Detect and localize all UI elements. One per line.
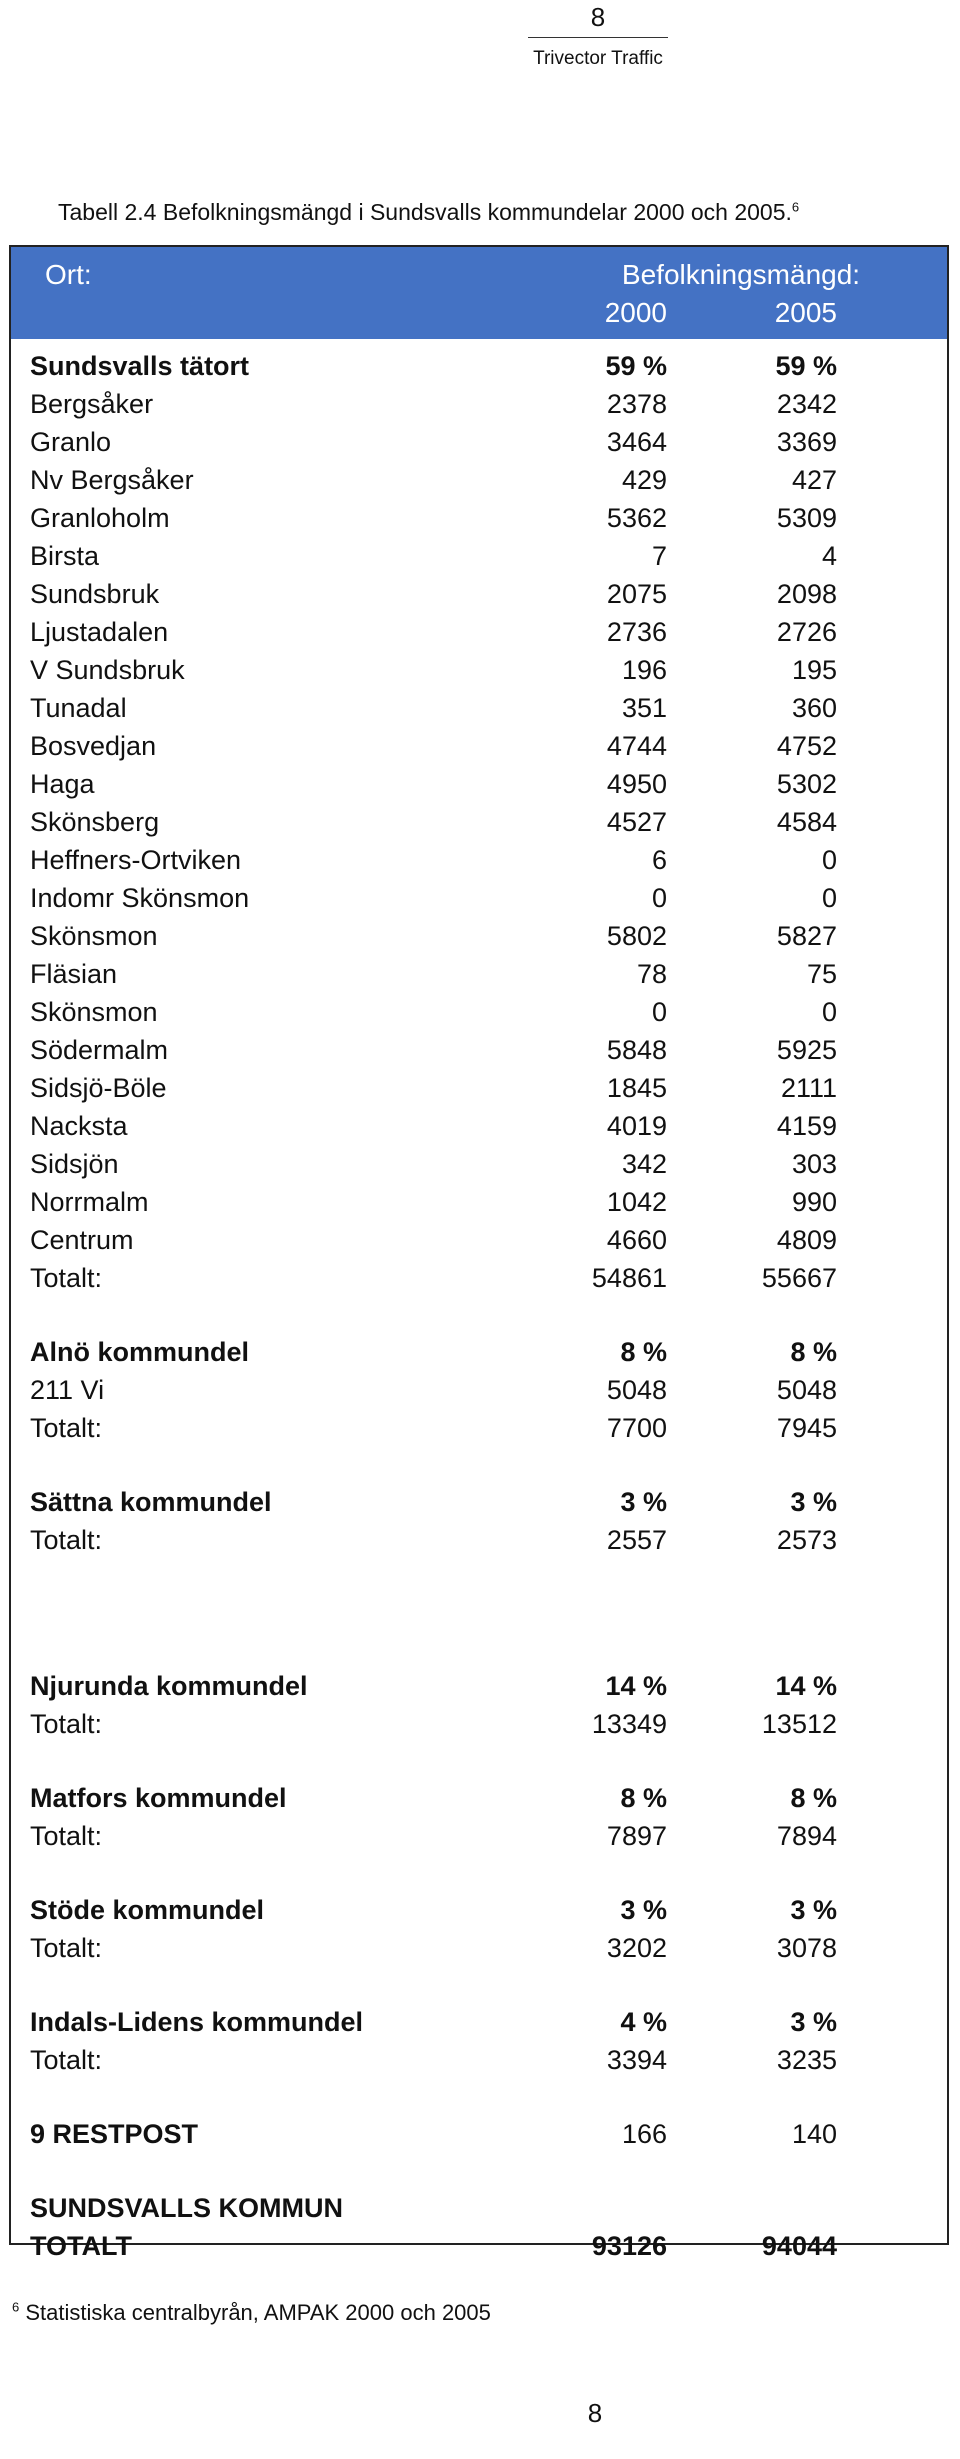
table-row — [11, 461, 947, 499]
table-row — [11, 765, 947, 803]
row-value-2000: 3 % — [620, 1895, 667, 1925]
table-row — [11, 1259, 947, 1297]
row-value-2000: 4019 — [606, 1111, 667, 1141]
row-value-2000: 4 % — [620, 2007, 667, 2037]
row-value-2005: 13512 — [761, 1709, 837, 1739]
population-table — [9, 245, 949, 2261]
row-value-2000: 3394 — [606, 2045, 667, 2075]
row-name: Sidsjön — [30, 1149, 119, 1179]
row-name: TOTALT — [30, 2231, 132, 2261]
row-value-2000: 166 — [621, 2119, 667, 2149]
table-row — [11, 1031, 947, 1069]
table-row — [11, 1333, 947, 1371]
row-value-2005: 3078 — [776, 1933, 837, 1963]
table-row — [11, 1409, 947, 1447]
column-header-population: Befolkningsmängd: — [621, 259, 861, 290]
header-divider — [528, 37, 668, 38]
row-value-2005: 8 % — [790, 1337, 837, 1367]
table-body — [11, 347, 947, 2265]
row-name: Skönsberg — [30, 807, 160, 837]
column-header-ort: Ort: — [45, 259, 92, 290]
row-name: Heffners-Ortviken — [30, 845, 242, 875]
row-value-2000: 2557 — [606, 1525, 667, 1555]
row-value-2005: 3235 — [776, 2045, 837, 2075]
row-value-2005: 2573 — [776, 1525, 837, 1555]
caption-footnote-ref: 6 — [791, 199, 800, 215]
row-value-2005: 7894 — [776, 1821, 837, 1851]
row-value-2005: 140 — [791, 2119, 837, 2149]
table-row — [11, 613, 947, 651]
row-value-2000: 4744 — [606, 731, 667, 761]
row-value-2005: 3 % — [790, 1487, 837, 1517]
table-row — [11, 879, 947, 917]
row-value-2005: 5925 — [776, 1035, 837, 1065]
page-number-footer: 8 — [587, 2398, 603, 2428]
row-value-2005: 195 — [791, 655, 837, 685]
table-row — [11, 2227, 947, 2265]
table-row — [11, 2003, 947, 2041]
table-row — [11, 423, 947, 461]
row-value-2000: 1845 — [606, 1073, 667, 1103]
table-row — [11, 2189, 947, 2227]
table-row — [11, 1667, 947, 1705]
row-value-2005: 2342 — [776, 389, 837, 419]
page-header — [528, 0, 668, 70]
table-row — [11, 2115, 947, 2153]
row-value-2000: 14 % — [605, 1671, 667, 1701]
table-row — [11, 575, 947, 613]
table-row — [11, 1779, 947, 1817]
row-value-2000: 3 % — [620, 1487, 667, 1517]
row-name: Indomr Skönsmon — [30, 883, 250, 913]
row-name: Totalt: — [30, 1525, 103, 1555]
row-value-2000: 93126 — [591, 2231, 667, 2261]
row-name: Totalt: — [30, 1933, 103, 1963]
footnote-number: 6 — [12, 2299, 20, 2315]
row-name: Sättna kommundel — [30, 1487, 272, 1517]
row-value-2005: 55667 — [761, 1263, 837, 1293]
row-value-2000: 4950 — [606, 769, 667, 799]
row-name: Södermalm — [30, 1035, 169, 1065]
row-name: Haga — [30, 769, 95, 799]
table-row — [11, 1483, 947, 1521]
row-value-2005: 2111 — [780, 1073, 837, 1103]
row-value-2005: 303 — [791, 1149, 837, 1179]
row-value-2005: 94044 — [761, 2231, 837, 2261]
row-name: Matfors kommundel — [30, 1783, 287, 1813]
row-value-2000: 351 — [621, 693, 667, 723]
row-name: Totalt: — [30, 1821, 103, 1851]
row-value-2000: 4660 — [606, 1225, 667, 1255]
row-name: Bergsåker — [30, 389, 154, 419]
row-name: Granloholm — [30, 503, 170, 533]
row-value-2000: 196 — [621, 655, 667, 685]
column-header-2005: 2005 — [774, 297, 837, 328]
table-row — [11, 1183, 947, 1221]
row-value-2005: 427 — [791, 465, 837, 495]
row-value-2005: 0 — [821, 845, 837, 875]
row-value-2000: 0 — [651, 997, 667, 1027]
company-name: Trivector Traffic — [533, 48, 663, 69]
row-value-2005: 0 — [821, 883, 837, 913]
row-value-2000: 4527 — [606, 807, 667, 837]
table-row — [11, 803, 947, 841]
row-value-2000: 8 % — [620, 1783, 667, 1813]
row-value-2000: 59 % — [605, 351, 667, 381]
row-value-2005: 5827 — [776, 921, 837, 951]
row-name: Birsta — [30, 541, 100, 571]
table-row — [11, 841, 947, 879]
row-name: Skönsmon — [30, 921, 158, 951]
row-value-2000: 1042 — [606, 1187, 667, 1217]
row-value-2005: 8 % — [790, 1783, 837, 1813]
row-name: Ljustadalen — [30, 617, 169, 647]
row-value-2005: 5309 — [776, 503, 837, 533]
table-row — [11, 727, 947, 765]
table-row — [11, 651, 947, 689]
row-name: Njurunda kommundel — [30, 1671, 308, 1701]
row-value-2000: 5362 — [606, 503, 667, 533]
row-value-2005: 75 — [806, 959, 837, 989]
table-row — [11, 1891, 947, 1929]
table-row — [11, 1371, 947, 1409]
row-value-2000: 3202 — [606, 1933, 667, 1963]
row-value-2005: 3369 — [776, 427, 837, 457]
table-row — [11, 1221, 947, 1259]
row-value-2005: 4809 — [776, 1225, 837, 1255]
row-name: 211 Vi — [30, 1375, 105, 1405]
row-name: Nv Bergsåker — [30, 465, 194, 495]
row-value-2005: 360 — [791, 693, 837, 723]
row-value-2005: 14 % — [775, 1671, 837, 1701]
row-value-2005: 5302 — [776, 769, 837, 799]
row-name: Indals-Lidens kommundel — [30, 2007, 364, 2037]
row-name: Nacksta — [30, 1111, 128, 1141]
table-row — [11, 1145, 947, 1183]
row-value-2005: 4 — [821, 541, 837, 571]
table-row — [11, 499, 947, 537]
row-value-2000: 429 — [621, 465, 667, 495]
table-row — [11, 537, 947, 575]
row-name: V Sundsbruk — [30, 655, 185, 685]
column-header-2000: 2000 — [604, 297, 667, 328]
row-value-2000: 7700 — [606, 1413, 667, 1443]
table-row — [11, 1107, 947, 1145]
row-name: Skönsmon — [30, 997, 158, 1027]
row-name: Stöde kommundel — [30, 1895, 265, 1925]
table-caption — [58, 198, 799, 226]
row-value-2000: 54861 — [591, 1263, 667, 1293]
table-row — [11, 2041, 947, 2079]
table-row — [11, 955, 947, 993]
footnote-text: Statistiska centralbyrån, AMPAK 2000 och 2005 — [25, 2300, 491, 2325]
row-value-2005: 59 % — [775, 351, 837, 381]
row-value-2000: 5848 — [606, 1035, 667, 1065]
row-name: Totalt: — [30, 1263, 103, 1293]
row-value-2005: 2098 — [776, 579, 837, 609]
row-value-2000: 13349 — [591, 1709, 667, 1739]
row-value-2005: 2726 — [776, 617, 837, 647]
row-value-2005: 4752 — [776, 731, 837, 761]
table-row — [11, 385, 947, 423]
row-name: Centrum — [30, 1225, 134, 1255]
row-name: Bosvedjan — [30, 731, 157, 761]
row-name: Totalt: — [30, 1709, 103, 1739]
row-value-2000: 8 % — [620, 1337, 667, 1367]
row-name: Sidsjö-Böle — [30, 1073, 167, 1103]
row-value-2005: 5048 — [776, 1375, 837, 1405]
row-value-2005: 3 % — [790, 1895, 837, 1925]
row-name: Sundsbruk — [30, 579, 160, 609]
row-value-2005: 0 — [821, 997, 837, 1027]
footnote — [12, 2300, 491, 2326]
table-header — [11, 247, 947, 339]
row-name: 9 RESTPOST — [30, 2119, 199, 2149]
table-row — [11, 993, 947, 1031]
row-name: SUNDSVALLS KOMMUN — [30, 2193, 343, 2223]
row-value-2000: 2736 — [606, 617, 667, 647]
row-value-2005: 990 — [791, 1187, 837, 1217]
table-row — [11, 689, 947, 727]
row-value-2000: 342 — [621, 1149, 667, 1179]
row-value-2000: 6 — [651, 845, 667, 875]
row-value-2000: 2378 — [606, 389, 667, 419]
row-name: Granlo — [30, 427, 112, 457]
row-value-2000: 3464 — [606, 427, 667, 457]
row-value-2000: 7897 — [606, 1821, 667, 1851]
table-row — [11, 347, 947, 385]
row-value-2000: 7 — [651, 541, 667, 571]
row-value-2000: 0 — [651, 883, 667, 913]
page-number: 8 — [590, 2, 606, 32]
row-value-2000: 5048 — [606, 1375, 667, 1405]
table-row — [11, 1817, 947, 1855]
caption-text: Tabell 2.4 Befolkningsmängd i Sundsvalls kommundelar 2000 och 2005. — [58, 199, 792, 225]
row-name: Sundsvalls tätort — [30, 351, 250, 381]
row-name: Totalt: — [30, 2045, 103, 2075]
row-value-2005: 4584 — [776, 807, 837, 837]
row-name: Totalt: — [30, 1413, 103, 1443]
row-name: Tunadal — [30, 693, 127, 723]
row-value-2005: 7945 — [776, 1413, 837, 1443]
row-name: Fläsian — [30, 959, 118, 989]
row-name: Alnö kommundel — [30, 1337, 250, 1367]
table-row — [11, 1705, 947, 1743]
row-value-2005: 4159 — [776, 1111, 837, 1141]
row-name: Norrmalm — [30, 1187, 149, 1217]
table-row — [11, 917, 947, 955]
row-value-2005: 3 % — [790, 2007, 837, 2037]
row-value-2000: 78 — [636, 959, 667, 989]
row-value-2000: 5802 — [606, 921, 667, 951]
row-value-2000: 2075 — [606, 579, 667, 609]
table-row — [11, 1521, 947, 1559]
table-row — [11, 1069, 947, 1107]
table-row — [11, 1929, 947, 1967]
